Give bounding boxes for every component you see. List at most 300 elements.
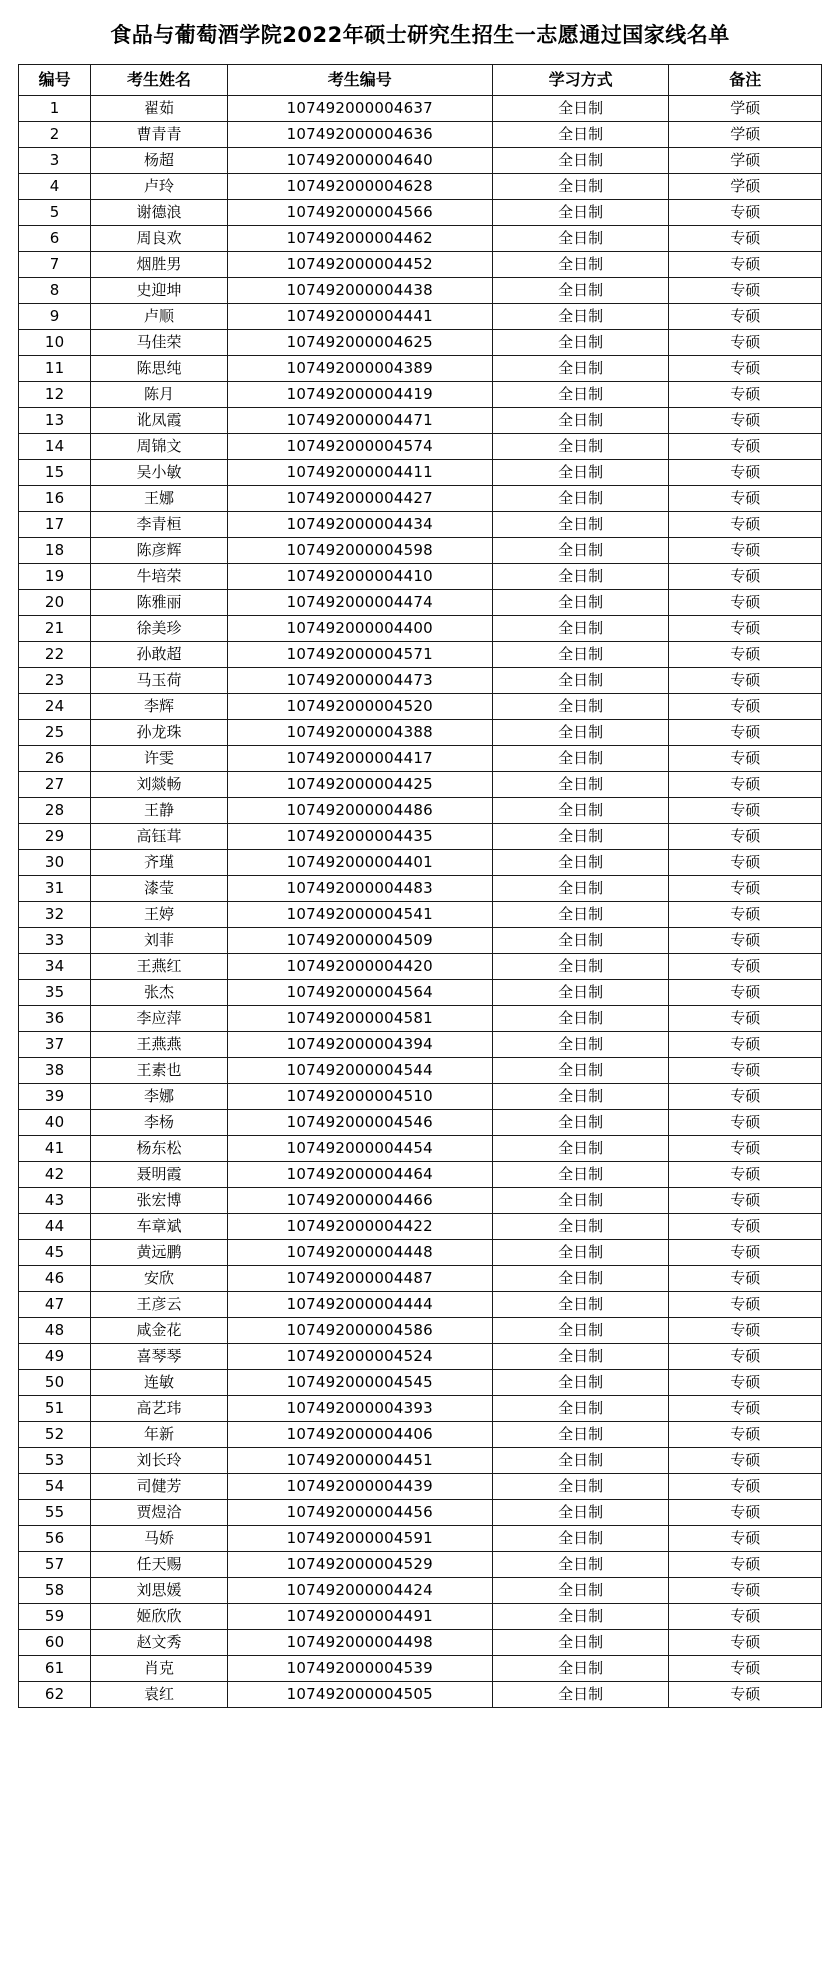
cell-remark: 专硕: [669, 1214, 822, 1240]
table-header: [19, 65, 822, 96]
table-row: [19, 1032, 822, 1058]
cell-name: 曹青青: [91, 122, 228, 148]
column-header: 学习方式: [492, 65, 669, 96]
cell-remark: 专硕: [669, 1266, 822, 1292]
table-row: [19, 486, 822, 512]
cell-exam-number: 107492000004545: [227, 1370, 492, 1396]
cell-remark: 专硕: [669, 1162, 822, 1188]
table-row: [19, 1266, 822, 1292]
table-row: [19, 720, 822, 746]
cell-study-mode: 全日制: [492, 226, 669, 252]
cell-index: 9: [19, 304, 91, 330]
cell-remark: 学硕: [669, 148, 822, 174]
cell-name: 杨超: [91, 148, 228, 174]
cell-exam-number: 107492000004586: [227, 1318, 492, 1344]
cell-exam-number: 107492000004474: [227, 590, 492, 616]
cell-study-mode: 全日制: [492, 1240, 669, 1266]
cell-name: 司健芳: [91, 1474, 228, 1500]
cell-exam-number: 107492000004566: [227, 200, 492, 226]
cell-exam-number: 107492000004388: [227, 720, 492, 746]
cell-name: 高钰茸: [91, 824, 228, 850]
cell-study-mode: 全日制: [492, 876, 669, 902]
cell-index: 19: [19, 564, 91, 590]
cell-remark: 专硕: [669, 1500, 822, 1526]
cell-remark: 专硕: [669, 1188, 822, 1214]
cell-study-mode: 全日制: [492, 1032, 669, 1058]
cell-exam-number: 107492000004464: [227, 1162, 492, 1188]
cell-index: 29: [19, 824, 91, 850]
cell-study-mode: 全日制: [492, 1448, 669, 1474]
cell-study-mode: 全日制: [492, 1162, 669, 1188]
cell-remark: 专硕: [669, 434, 822, 460]
cell-name: 姬欣欣: [91, 1604, 228, 1630]
cell-name: 牛培荣: [91, 564, 228, 590]
cell-index: 31: [19, 876, 91, 902]
roster-table: [18, 64, 822, 1708]
cell-exam-number: 107492000004417: [227, 746, 492, 772]
column-header: 备注: [669, 65, 822, 96]
cell-index: 61: [19, 1656, 91, 1682]
cell-name: 王静: [91, 798, 228, 824]
cell-name: 张宏博: [91, 1188, 228, 1214]
table-row: [19, 434, 822, 460]
cell-index: 4: [19, 174, 91, 200]
table-row: [19, 772, 822, 798]
cell-remark: 专硕: [669, 1292, 822, 1318]
cell-study-mode: 全日制: [492, 382, 669, 408]
cell-index: 60: [19, 1630, 91, 1656]
cell-remark: 专硕: [669, 876, 822, 902]
cell-exam-number: 107492000004491: [227, 1604, 492, 1630]
cell-index: 18: [19, 538, 91, 564]
cell-study-mode: 全日制: [492, 590, 669, 616]
cell-name: 赵文秀: [91, 1630, 228, 1656]
cell-remark: 专硕: [669, 408, 822, 434]
cell-study-mode: 全日制: [492, 694, 669, 720]
cell-exam-number: 107492000004571: [227, 642, 492, 668]
cell-index: 28: [19, 798, 91, 824]
cell-name: 齐瑾: [91, 850, 228, 876]
cell-index: 25: [19, 720, 91, 746]
cell-study-mode: 全日制: [492, 616, 669, 642]
cell-remark: 专硕: [669, 642, 822, 668]
cell-name: 刘思媛: [91, 1578, 228, 1604]
cell-remark: 专硕: [669, 850, 822, 876]
cell-name: 周锦文: [91, 434, 228, 460]
cell-name: 刘燚畅: [91, 772, 228, 798]
cell-study-mode: 全日制: [492, 538, 669, 564]
cell-index: 59: [19, 1604, 91, 1630]
cell-remark: 专硕: [669, 1630, 822, 1656]
cell-study-mode: 全日制: [492, 486, 669, 512]
cell-name: 贾煜洽: [91, 1500, 228, 1526]
cell-remark: 专硕: [669, 1552, 822, 1578]
cell-remark: 专硕: [669, 1656, 822, 1682]
cell-index: 45: [19, 1240, 91, 1266]
cell-remark: 学硕: [669, 174, 822, 200]
cell-study-mode: 全日制: [492, 356, 669, 382]
cell-exam-number: 107492000004435: [227, 824, 492, 850]
table-row: [19, 642, 822, 668]
table-row: [19, 1318, 822, 1344]
cell-remark: 专硕: [669, 1422, 822, 1448]
cell-remark: 专硕: [669, 798, 822, 824]
cell-remark: 专硕: [669, 1370, 822, 1396]
cell-index: 43: [19, 1188, 91, 1214]
cell-exam-number: 107492000004438: [227, 278, 492, 304]
cell-remark: 专硕: [669, 200, 822, 226]
cell-name: 袁红: [91, 1682, 228, 1708]
cell-study-mode: 全日制: [492, 902, 669, 928]
cell-study-mode: 全日制: [492, 1318, 669, 1344]
cell-remark: 专硕: [669, 1058, 822, 1084]
cell-study-mode: 全日制: [492, 1396, 669, 1422]
cell-name: 车章斌: [91, 1214, 228, 1240]
cell-index: 44: [19, 1214, 91, 1240]
table-row: [19, 1292, 822, 1318]
cell-name: 翟茹: [91, 96, 228, 122]
cell-remark: 专硕: [669, 1110, 822, 1136]
cell-exam-number: 107492000004628: [227, 174, 492, 200]
cell-name: 马玉荷: [91, 668, 228, 694]
table-row: [19, 1630, 822, 1656]
table-row: [19, 330, 822, 356]
cell-name: 刘长玲: [91, 1448, 228, 1474]
cell-index: 1: [19, 96, 91, 122]
cell-study-mode: 全日制: [492, 1266, 669, 1292]
cell-remark: 专硕: [669, 1474, 822, 1500]
cell-name: 李辉: [91, 694, 228, 720]
cell-exam-number: 107492000004637: [227, 96, 492, 122]
cell-study-mode: 全日制: [492, 200, 669, 226]
cell-name: 张杰: [91, 980, 228, 1006]
cell-exam-number: 107492000004427: [227, 486, 492, 512]
table-row: [19, 1526, 822, 1552]
cell-remark: 学硕: [669, 122, 822, 148]
cell-study-mode: 全日制: [492, 1422, 669, 1448]
table-row: [19, 512, 822, 538]
cell-exam-number: 107492000004636: [227, 122, 492, 148]
cell-index: 50: [19, 1370, 91, 1396]
cell-exam-number: 107492000004425: [227, 772, 492, 798]
cell-exam-number: 107492000004564: [227, 980, 492, 1006]
table-row: [19, 1110, 822, 1136]
cell-study-mode: 全日制: [492, 408, 669, 434]
cell-name: 黄远鹏: [91, 1240, 228, 1266]
cell-study-mode: 全日制: [492, 1344, 669, 1370]
table-row: [19, 1240, 822, 1266]
cell-remark: 专硕: [669, 954, 822, 980]
table-row: [19, 460, 822, 486]
cell-name: 马娇: [91, 1526, 228, 1552]
cell-remark: 专硕: [669, 1448, 822, 1474]
cell-study-mode: 全日制: [492, 1526, 669, 1552]
cell-remark: 专硕: [669, 330, 822, 356]
cell-name: 王素也: [91, 1058, 228, 1084]
cell-exam-number: 107492000004411: [227, 460, 492, 486]
cell-exam-number: 107492000004487: [227, 1266, 492, 1292]
cell-remark: 专硕: [669, 1084, 822, 1110]
cell-exam-number: 107492000004394: [227, 1032, 492, 1058]
cell-name: 陈彦辉: [91, 538, 228, 564]
cell-name: 周良欢: [91, 226, 228, 252]
table-row: [19, 902, 822, 928]
cell-study-mode: 全日制: [492, 980, 669, 1006]
cell-study-mode: 全日制: [492, 928, 669, 954]
cell-study-mode: 全日制: [492, 1058, 669, 1084]
cell-exam-number: 107492000004574: [227, 434, 492, 460]
table-row: [19, 1578, 822, 1604]
table-row: [19, 1136, 822, 1162]
cell-exam-number: 107492000004439: [227, 1474, 492, 1500]
cell-exam-number: 107492000004424: [227, 1578, 492, 1604]
cell-index: 35: [19, 980, 91, 1006]
table-row: [19, 408, 822, 434]
cell-exam-number: 107492000004444: [227, 1292, 492, 1318]
table-row: [19, 122, 822, 148]
cell-index: 57: [19, 1552, 91, 1578]
table-row: [19, 850, 822, 876]
cell-study-mode: 全日制: [492, 330, 669, 356]
cell-name: 王娜: [91, 486, 228, 512]
cell-remark: 专硕: [669, 590, 822, 616]
cell-remark: 专硕: [669, 356, 822, 382]
cell-exam-number: 107492000004539: [227, 1656, 492, 1682]
table-row: [19, 200, 822, 226]
cell-study-mode: 全日制: [492, 1630, 669, 1656]
table-row: [19, 928, 822, 954]
cell-index: 5: [19, 200, 91, 226]
cell-index: 30: [19, 850, 91, 876]
cell-exam-number: 107492000004406: [227, 1422, 492, 1448]
cell-remark: 专硕: [669, 668, 822, 694]
cell-name: 孙敢超: [91, 642, 228, 668]
cell-remark: 专硕: [669, 538, 822, 564]
cell-index: 46: [19, 1266, 91, 1292]
cell-name: 漆莹: [91, 876, 228, 902]
cell-remark: 专硕: [669, 304, 822, 330]
cell-remark: 专硕: [669, 512, 822, 538]
cell-name: 王婷: [91, 902, 228, 928]
cell-remark: 专硕: [669, 1006, 822, 1032]
cell-remark: 专硕: [669, 278, 822, 304]
cell-exam-number: 107492000004544: [227, 1058, 492, 1084]
cell-remark: 专硕: [669, 616, 822, 642]
table-row: [19, 798, 822, 824]
cell-exam-number: 107492000004529: [227, 1552, 492, 1578]
cell-exam-number: 107492000004401: [227, 850, 492, 876]
cell-remark: 专硕: [669, 772, 822, 798]
table-row: [19, 174, 822, 200]
cell-exam-number: 107492000004420: [227, 954, 492, 980]
table-body: [19, 96, 822, 1708]
cell-name: 卢顺: [91, 304, 228, 330]
cell-exam-number: 107492000004625: [227, 330, 492, 356]
cell-study-mode: 全日制: [492, 1006, 669, 1032]
cell-remark: 专硕: [669, 1136, 822, 1162]
cell-study-mode: 全日制: [492, 304, 669, 330]
cell-study-mode: 全日制: [492, 512, 669, 538]
cell-index: 58: [19, 1578, 91, 1604]
cell-index: 23: [19, 668, 91, 694]
table-row: [19, 590, 822, 616]
cell-index: 56: [19, 1526, 91, 1552]
table-row: [19, 746, 822, 772]
cell-name: 喜琴琴: [91, 1344, 228, 1370]
table-row: [19, 304, 822, 330]
cell-name: 李娜: [91, 1084, 228, 1110]
table-row: [19, 1214, 822, 1240]
cell-remark: 专硕: [669, 1318, 822, 1344]
cell-name: 聂明霞: [91, 1162, 228, 1188]
cell-remark: 学硕: [669, 96, 822, 122]
cell-remark: 专硕: [669, 1526, 822, 1552]
cell-exam-number: 107492000004456: [227, 1500, 492, 1526]
table-row: [19, 1084, 822, 1110]
cell-study-mode: 全日制: [492, 1370, 669, 1396]
cell-name: 徐美珍: [91, 616, 228, 642]
table-row: [19, 876, 822, 902]
table-row: [19, 1188, 822, 1214]
table-row: [19, 1344, 822, 1370]
cell-index: 39: [19, 1084, 91, 1110]
cell-remark: 专硕: [669, 1240, 822, 1266]
cell-exam-number: 107492000004483: [227, 876, 492, 902]
cell-exam-number: 107492000004419: [227, 382, 492, 408]
column-header: 考生编号: [227, 65, 492, 96]
cell-name: 年新: [91, 1422, 228, 1448]
cell-index: 24: [19, 694, 91, 720]
cell-study-mode: 全日制: [492, 1188, 669, 1214]
cell-exam-number: 107492000004498: [227, 1630, 492, 1656]
cell-remark: 专硕: [669, 486, 822, 512]
cell-study-mode: 全日制: [492, 772, 669, 798]
cell-exam-number: 107492000004505: [227, 1682, 492, 1708]
table-row: [19, 382, 822, 408]
table-row: [19, 1682, 822, 1708]
cell-name: 咸金花: [91, 1318, 228, 1344]
table-row: [19, 616, 822, 642]
cell-index: 26: [19, 746, 91, 772]
cell-exam-number: 107492000004509: [227, 928, 492, 954]
table-row: [19, 1162, 822, 1188]
cell-remark: 专硕: [669, 720, 822, 746]
column-header: 考生姓名: [91, 65, 228, 96]
cell-exam-number: 107492000004451: [227, 1448, 492, 1474]
table-row: [19, 1058, 822, 1084]
cell-study-mode: 全日制: [492, 746, 669, 772]
cell-exam-number: 107492000004486: [227, 798, 492, 824]
cell-study-mode: 全日制: [492, 1578, 669, 1604]
cell-exam-number: 107492000004466: [227, 1188, 492, 1214]
cell-index: 54: [19, 1474, 91, 1500]
cell-remark: 专硕: [669, 226, 822, 252]
cell-name: 史迎坤: [91, 278, 228, 304]
cell-name: 马佳荣: [91, 330, 228, 356]
cell-index: 27: [19, 772, 91, 798]
cell-name: 陈雅丽: [91, 590, 228, 616]
cell-exam-number: 107492000004581: [227, 1006, 492, 1032]
cell-study-mode: 全日制: [492, 434, 669, 460]
cell-index: 14: [19, 434, 91, 460]
cell-index: 12: [19, 382, 91, 408]
cell-exam-number: 107492000004598: [227, 538, 492, 564]
cell-exam-number: 107492000004452: [227, 252, 492, 278]
cell-study-mode: 全日制: [492, 148, 669, 174]
page-title: 食品与葡萄酒学院2022年硕士研究生招生一志愿通过国家线名单: [110, 23, 730, 47]
table-row: [19, 148, 822, 174]
table-row: [19, 954, 822, 980]
cell-study-mode: 全日制: [492, 668, 669, 694]
cell-exam-number: 107492000004462: [227, 226, 492, 252]
cell-remark: 专硕: [669, 1344, 822, 1370]
cell-index: 41: [19, 1136, 91, 1162]
cell-study-mode: 全日制: [492, 278, 669, 304]
cell-index: 33: [19, 928, 91, 954]
cell-index: 2: [19, 122, 91, 148]
table-row: [19, 1656, 822, 1682]
cell-name: 李杨: [91, 1110, 228, 1136]
cell-exam-number: 107492000004422: [227, 1214, 492, 1240]
table-row: [19, 1006, 822, 1032]
table-row: [19, 1370, 822, 1396]
cell-study-mode: 全日制: [492, 642, 669, 668]
cell-study-mode: 全日制: [492, 1552, 669, 1578]
cell-exam-number: 107492000004510: [227, 1084, 492, 1110]
cell-exam-number: 107492000004448: [227, 1240, 492, 1266]
cell-remark: 专硕: [669, 902, 822, 928]
cell-name: 杨东松: [91, 1136, 228, 1162]
cell-index: 47: [19, 1292, 91, 1318]
cell-remark: 专硕: [669, 746, 822, 772]
cell-exam-number: 107492000004546: [227, 1110, 492, 1136]
cell-index: 40: [19, 1110, 91, 1136]
table-row: [19, 96, 822, 122]
cell-name: 安欣: [91, 1266, 228, 1292]
table-row: [19, 564, 822, 590]
cell-name: 连敏: [91, 1370, 228, 1396]
cell-exam-number: 107492000004591: [227, 1526, 492, 1552]
cell-index: 37: [19, 1032, 91, 1058]
table-row: [19, 668, 822, 694]
table-row: [19, 252, 822, 278]
cell-remark: 专硕: [669, 980, 822, 1006]
cell-remark: 专硕: [669, 1396, 822, 1422]
table-header-row: [19, 65, 822, 96]
cell-index: 15: [19, 460, 91, 486]
cell-remark: 专硕: [669, 1682, 822, 1708]
table-row: [19, 1552, 822, 1578]
cell-index: 42: [19, 1162, 91, 1188]
cell-name: 李应萍: [91, 1006, 228, 1032]
cell-name: 刘菲: [91, 928, 228, 954]
cell-name: 陈月: [91, 382, 228, 408]
table-row: [19, 1396, 822, 1422]
cell-index: 7: [19, 252, 91, 278]
cell-study-mode: 全日制: [492, 1656, 669, 1682]
table-row: [19, 226, 822, 252]
cell-exam-number: 107492000004541: [227, 902, 492, 928]
cell-name: 卢玲: [91, 174, 228, 200]
roster-table-container: [0, 64, 840, 1708]
cell-remark: 专硕: [669, 824, 822, 850]
cell-exam-number: 107492000004441: [227, 304, 492, 330]
cell-exam-number: 107492000004454: [227, 1136, 492, 1162]
cell-exam-number: 107492000004389: [227, 356, 492, 382]
cell-index: 55: [19, 1500, 91, 1526]
cell-remark: 专硕: [669, 382, 822, 408]
cell-study-mode: 全日制: [492, 96, 669, 122]
